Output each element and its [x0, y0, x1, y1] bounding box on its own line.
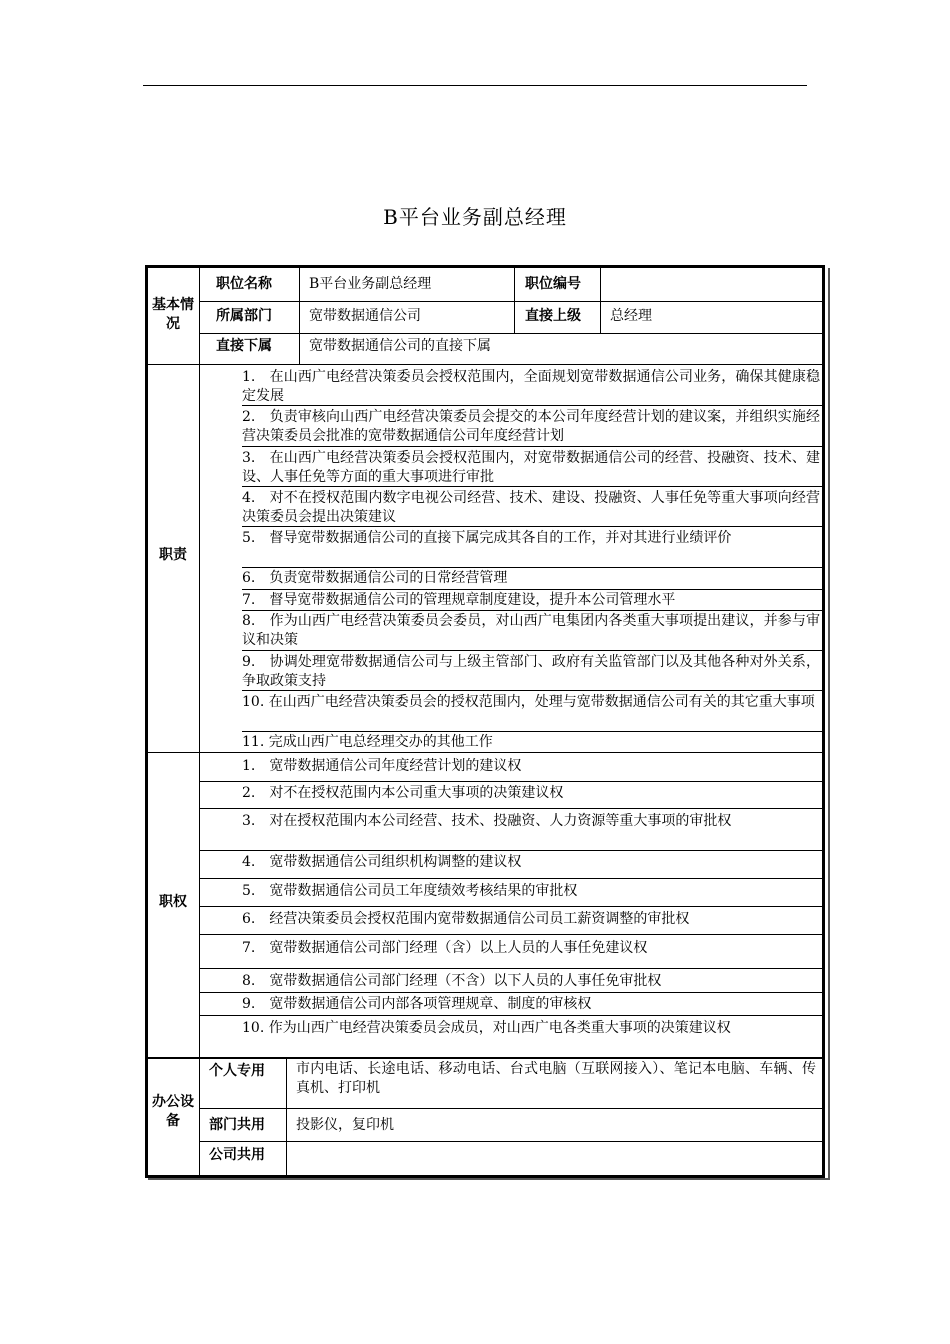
section-label-duties: 职责 — [159, 547, 187, 563]
department-shared-label: 部门共用 — [209, 1117, 265, 1133]
divider — [242, 486, 822, 487]
divider — [242, 589, 822, 590]
position-name-value: B平台业务副总经理 — [309, 276, 432, 292]
duty-item: 1. 在山西广电经营决策委员会授权范围内，全面规划宽带数据通信公司业务，确保其健康稳定发展 — [242, 369, 820, 404]
department-shared-value: 投影仪，复印机 — [296, 1117, 394, 1133]
company-shared-label: 公司共用 — [209, 1147, 265, 1163]
divider — [299, 268, 300, 364]
divider — [199, 781, 822, 782]
personal-equipment-value: 市内电话、长途电话、移动电话、台式电脑（互联网接入）、笔记本电脑、车辆、传真机、打印机 — [296, 1061, 816, 1096]
authority-item: 8. 宽带数据通信公司部门经理（不含）以下人员的人事任免审批权 — [242, 973, 662, 989]
department-value: 宽带数据通信公司 — [309, 308, 421, 324]
duty-item: 10. 在山西广电经营决策委员会的授权范围内，处理与宽带数据通信公司有关的其它重大事项 — [242, 694, 815, 710]
authority-item: 2. 对不在授权范围内本公司重大事项的决策建议权 — [242, 785, 564, 801]
divider — [148, 752, 822, 753]
divider — [148, 1057, 822, 1059]
divider — [514, 268, 515, 333]
superior-label: 直接上级 — [525, 308, 581, 324]
divider — [242, 446, 822, 447]
divider — [199, 992, 822, 993]
divider — [199, 333, 822, 334]
personal-label: 个人专用 — [209, 1063, 265, 1079]
divider — [286, 1057, 287, 1175]
duty-item: 6. 负责宽带数据通信公司的日常经营管理 — [242, 570, 508, 586]
divider — [199, 268, 200, 762]
divider — [242, 690, 822, 691]
position-name-label: 职位名称 — [216, 276, 272, 292]
section-label-basic: 基本情况 — [152, 297, 194, 332]
duty-item: 7. 督导宽带数据通信公司的管理规章制度建设，提升本公司管理水平 — [242, 592, 676, 608]
divider — [199, 934, 822, 935]
superior-value: 总经理 — [610, 308, 652, 324]
duty-item: 2. 负责审核向山西广电经营决策委员会提交的本公司年度经营计划的建议案，并组织实施经营决策委员会批准的宽带数据通信公司年度经营计划 — [242, 409, 820, 444]
section-label-equipment: 办公设备 — [152, 1094, 194, 1129]
duty-item: 9. 协调处理宽带数据通信公司与上级主管部门、政府有关监管部门以及其他各种对外关系，争取政策支持 — [242, 654, 820, 689]
divider — [199, 1141, 822, 1142]
divider — [199, 808, 822, 809]
divider — [242, 650, 822, 651]
divider — [242, 731, 822, 732]
subordinate-value: 宽带数据通信公司的直接下属 — [309, 338, 491, 354]
authority-item: 1. 宽带数据通信公司年度经营计划的建议权 — [242, 758, 522, 774]
divider — [600, 268, 601, 333]
authority-item: 9. 宽带数据通信公司内部各项管理规章、制度的审核权 — [242, 996, 592, 1012]
position-code-label: 职位编号 — [525, 276, 581, 292]
divider — [199, 850, 822, 851]
department-label: 所属部门 — [216, 308, 272, 324]
divider — [199, 906, 822, 907]
duty-item: 5. 督导宽带数据通信公司的直接下属完成其各自的工作，并对其进行业绩评价 — [242, 530, 732, 546]
authority-item: 6. 经营决策委员会授权范围内宽带数据通信公司员工薪资调整的审批权 — [242, 911, 690, 927]
divider — [242, 526, 822, 527]
header-rule — [143, 85, 807, 86]
document-title: B平台业务副总经理 — [383, 205, 567, 229]
authority-item: 5. 宽带数据通信公司员工年度绩效考核结果的审批权 — [242, 883, 578, 899]
divider — [242, 405, 822, 406]
duty-item: 4. 对不在授权范围内数字电视公司经营、技术、建设、投融资、人事任免等重大事项向经营决策委员会提出决策建议 — [242, 490, 820, 525]
divider — [199, 301, 822, 302]
subordinate-label: 直接下属 — [216, 338, 272, 354]
divider — [148, 364, 822, 365]
authority-item: 4. 宽带数据通信公司组织机构调整的建议权 — [242, 854, 522, 870]
section-label-authority: 职权 — [159, 894, 187, 910]
duty-item: 8. 作为山西广电经营决策委员会委员，对山西广电集团内各类重大事项提出建议，并参与审议和决策 — [242, 613, 820, 648]
authority-item: 10. 作为山西广电经营决策委员会成员，对山西广电各类重大事项的决策建议权 — [242, 1020, 731, 1036]
divider — [199, 878, 822, 879]
divider — [199, 1015, 822, 1016]
divider — [242, 567, 822, 568]
duty-item: 3. 在山西广电经营决策委员会授权范围内，对宽带数据通信公司的经营、投融资、技术、建设、人事任免等方面的重大事项进行审批 — [242, 450, 820, 485]
authority-item: 7. 宽带数据通信公司部门经理（含）以上人员的人事任免建议权 — [242, 940, 648, 956]
divider — [199, 1108, 822, 1109]
authority-item: 3. 对在授权范围内本公司经营、技术、投融资、人力资源等重大事项的审批权 — [242, 813, 732, 829]
divider — [242, 610, 822, 611]
divider — [199, 752, 200, 1058]
divider — [199, 968, 822, 969]
duty-item: 11. 完成山西广电总经理交办的其他工作 — [242, 734, 493, 750]
divider — [199, 1057, 200, 1175]
